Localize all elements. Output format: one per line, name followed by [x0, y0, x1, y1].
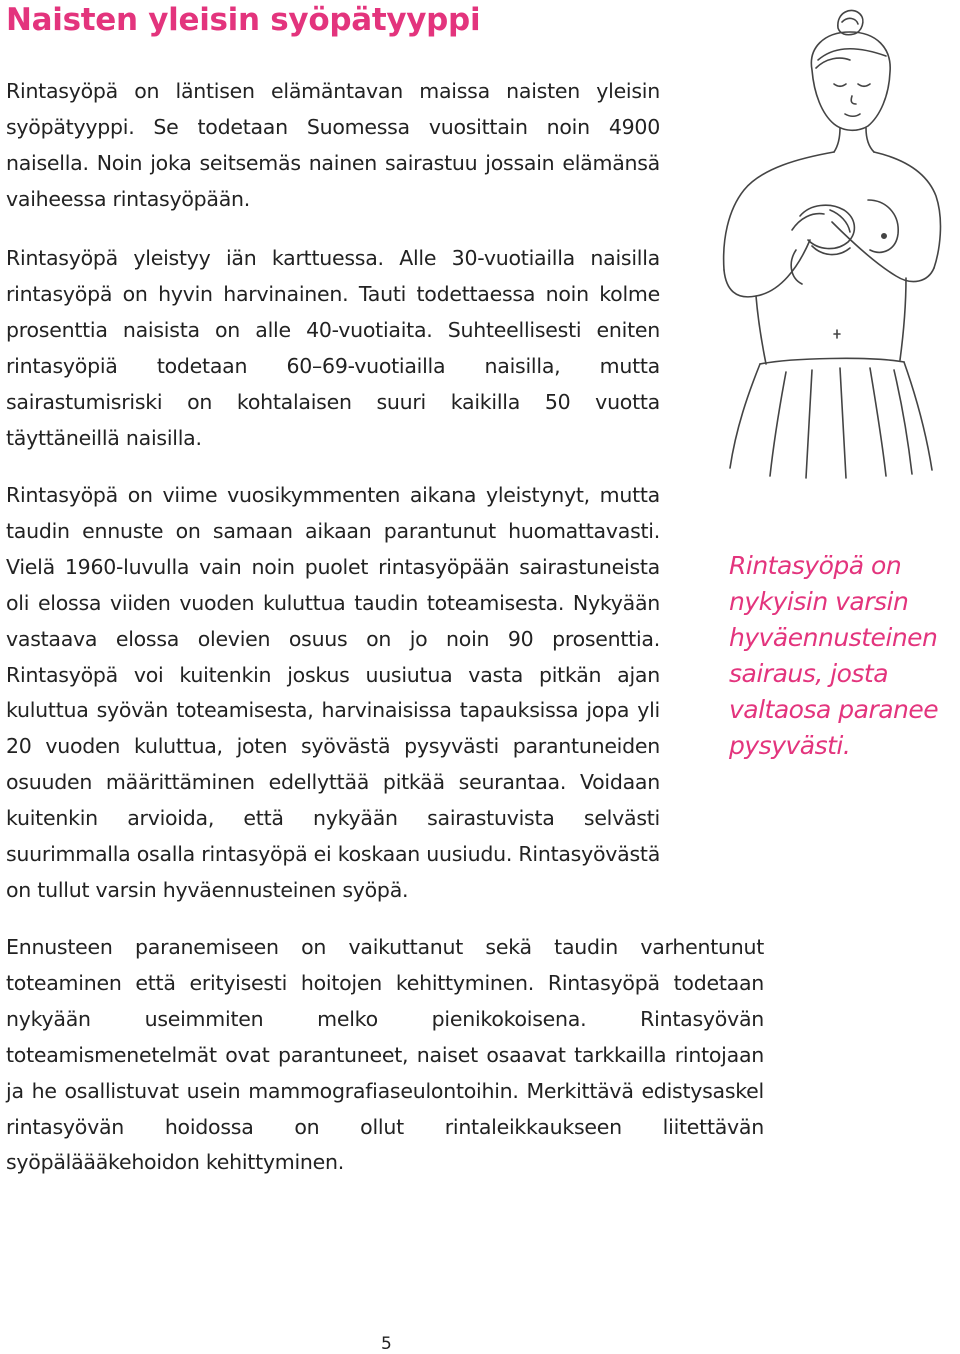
page-number: 5 [381, 1334, 392, 1354]
page-title: Naisten yleisin syöpätyyppi [6, 2, 481, 38]
woman-self-exam-illustration [700, 0, 960, 490]
paragraph-treatment: Ennusteen paranemiseen on vaikuttanut sekä taudin varhentunut toteaminen että erityisesti hoitojen kehittyminen. Rintasyöpä todetaan nykyään useimmiten melko pienikokoisena. Rintasyövän toteamismenetelmät ovat parantuneet, naiset osaavat tarkkailla rintojaan ja he osallistuvat usein mammografiaseulontoihin. Merkittävä edistysaskel rintasyövän hoidossa on ollut rintaleikkaukseen liitettävän syöpäläääkehoidon kehittyminen. [6, 935, 764, 1175]
pull-quote: Rintasyöpä on nykyisin varsin hyväennusteinen sairaus, josta valtaosa paranee pysyvästi. [729, 551, 939, 760]
paragraph-prognosis: Rintasyöpä on viime vuosikymmenten aikana yleistynyt, mutta taudin ennuste on samaan aikaan parantunut huomattavasti. Vielä 1960-luvulla vain noin puolet rintasyöpään sairastuneista oli elossa viiden vuoden kuluttua taudin toteamisesta. Nykyään vastaava elossa olevien osuus on jo noin 90 prosenttia. Rintasyöpä voi kuitenkin joskus uusiutua vasta pitkän ajan kuluttua syövän toteamisesta, harvinaisissa tapauksissa jopa yli 20 vuoden kuluttua, joten syövästä pysyvästi parantuneiden osuuden määrittäminen edellyttää pitkää seurantaa. Voidaan kuitenkin arvioida, että nykyään sairastuvista selvästi suurimmalla osalla rintasyöpä ei koskaan uusiudu. Rintasyövästä on tullut varsin hyväennusteinen syöpä. [6, 483, 661, 902]
paragraph-age: Rintasyöpä yleistyy iän karttuessa. Alle 30-vuotiailla naisilla rintasyöpä on hyvin harvinainen. Tauti todettaessa noin kolme prosenttia naisista on alle 40-vuotiaita. Suhteellisesti eniten rintasyöpiä todetaan 60–69-vuotiailla naisilla, mutta sairastumisriski on kohtalaisen suuri kaikilla 50 vuotta täyttäneillä naisilla. [6, 246, 660, 450]
paragraph-incidence: Rintasyöpä on läntisen elämäntavan maissa naisten yleisin syöpätyyppi. Se todetaan Suomessa vuosittain noin 4900 naisella. Noin joka seitsemäs nainen sairastuu jossain elämänsä vaiheessa rintasyöpään. [6, 79, 660, 211]
